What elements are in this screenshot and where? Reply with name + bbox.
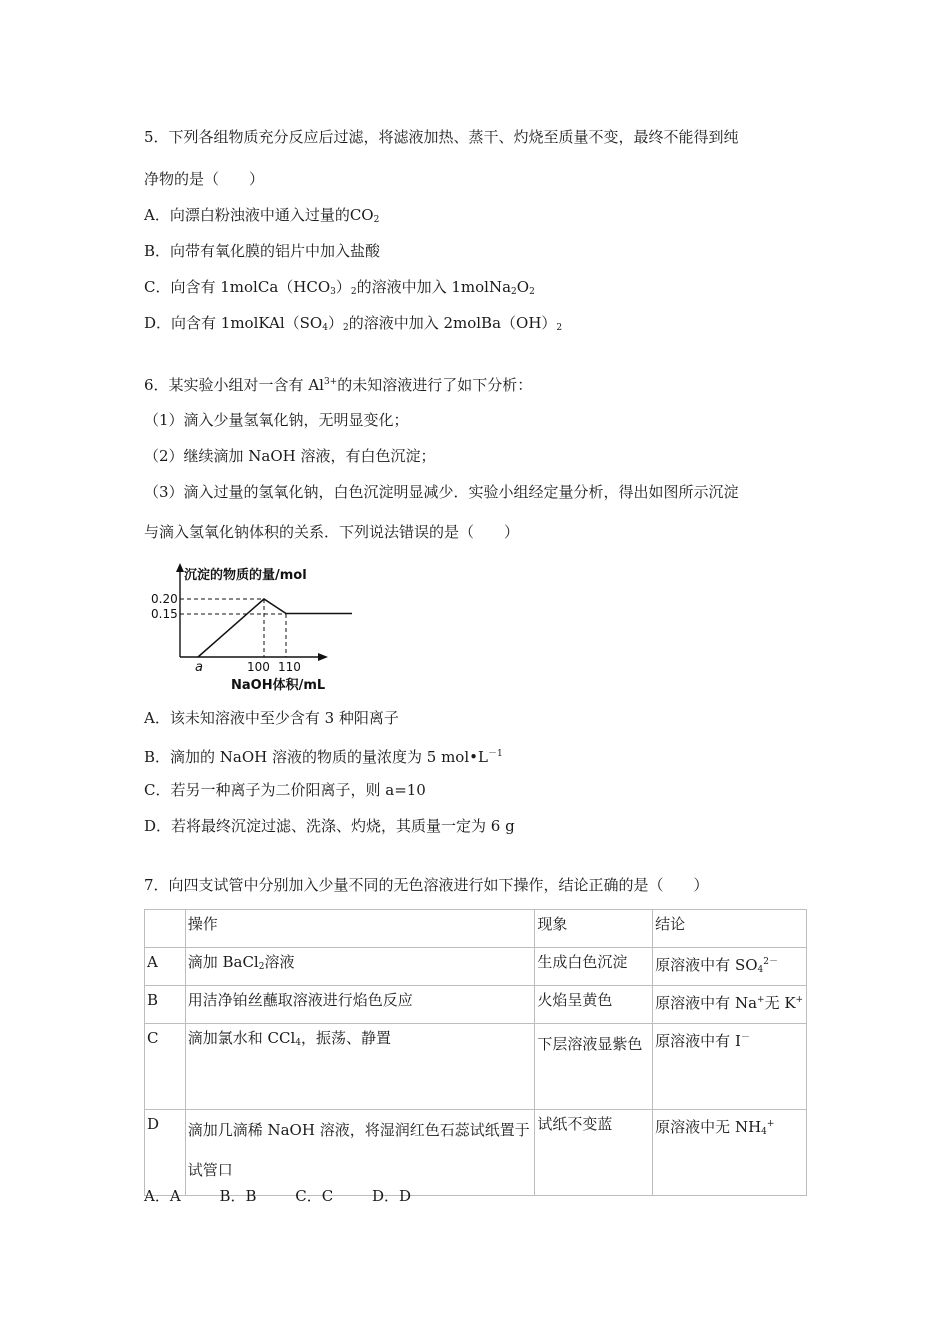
answer-option-a: A．A [144,1187,181,1205]
text: 的溶液中加入 1molNa [356,278,512,296]
subscript: 4 [295,1038,301,1048]
q5-option-b: B．向带有氧化膜的铝片中加入盐酸 [144,242,381,260]
subscript: 2 [342,323,349,333]
q5-option-d [144,313,562,338]
q6-option-c: C．若另一种离子为二价阳离子，则 a=10 [144,781,426,799]
text: 滴加 BaCl [187,953,259,971]
text: 溶液 [264,953,295,971]
row-label: C [145,1024,186,1110]
answer-option-b: B．B [219,1187,257,1205]
text: ） [335,278,351,296]
x-tick-label-110: 110 [278,660,301,674]
text: D．向含有 1molKAl（SO [144,314,323,332]
text: ，振荡、静置 [300,1029,391,1047]
row-operation [185,1024,535,1110]
text: 的未知溶液进行了如下分析： [337,376,533,394]
text: 原溶液中无 NH [655,1118,762,1136]
subscript: 2 [511,287,517,297]
row-label: D [145,1110,186,1196]
y-axis-arrow [176,563,184,572]
answer-option-d: D．D [372,1187,412,1205]
row-conclusion [653,986,807,1024]
text: 无 K [764,994,796,1012]
row-phenomenon: 试纸不变蓝 [535,1110,653,1196]
x-axis-label: NaOH体积/mL [231,678,326,693]
text: C．向含有 1molCa（HCO [144,278,331,296]
x-tick-label-100: 100 [247,660,270,674]
text: 6．某实验小组对一含有 Al [144,376,324,394]
row-conclusion [653,1110,807,1196]
row-operation: 用洁净铂丝蘸取溶液进行焰色反应 [185,986,535,1024]
superscript: － [740,1033,750,1043]
row-conclusion [653,948,807,986]
y-axis-label: 沉淀的物质的量/mol [184,568,307,583]
text: 滴加氯水和 CCl [187,1029,296,1047]
table-row [145,1024,807,1110]
subscript: 2 [258,962,265,972]
precipitate-series-line [198,599,352,657]
y-tick-label-020: 0.20 [151,592,178,606]
subscript: 2 [556,323,563,333]
subscript: 2 [350,287,357,297]
q5-stem-line2: 净物的是（ ） [144,170,265,188]
q6-step-3: （3）滴入过量的氢氧化钠，白色沉淀明显减少．实验小组经定量分析，得出如图所示沉淀 [144,483,739,501]
q5-option-a-text: A．向漂白粉浊液中通入过量的CO [144,206,374,224]
q5-stem-line1: 5．下列各组物质充分反应后过滤，将滤液加热、蒸干、灼烧至质量不变，最终不能得到纯 [144,128,739,146]
header-cell-blank [145,910,186,948]
row-operation [185,948,535,986]
q5-option-a [144,205,379,230]
table-row [145,1110,807,1196]
header-cell-phenomenon: 现象 [535,910,653,948]
subscript: 2 [373,215,380,225]
q6-option-b [144,744,503,767]
row-conclusion [653,1024,807,1110]
y-tick-label-015: 0.15 [151,607,178,621]
text: 原溶液中有 Na [655,994,758,1012]
q6-step-4: 与滴入氢氧化钠体积的关系．下列说法错误的是（ ） [144,523,520,541]
superscript: 2－ [763,957,778,967]
q6-option-a: A．该未知溶液中至少含有 3 种阳离子 [144,709,399,727]
x-axis-arrow [318,653,328,661]
q5-option-c [144,277,535,302]
superscript: 3+ [323,377,338,387]
q7-stem: 7．向四支试管中分别加入少量不同的无色溶液进行如下操作，结论正确的是（ ） [144,876,709,894]
text: B．滴加的 NaOH 溶液的物质的量浓度为 5 mol•L [144,748,488,766]
superscript: + [795,995,804,1005]
q6-stem-line1 [144,372,532,395]
row-operation: 滴加几滴稀 NaOH 溶液，将湿润红色石蕊试纸置于试管口 [185,1110,535,1196]
subscript: 4 [761,1127,767,1137]
q6-option-d: D．若将最终沉淀过滤、洗涤、灼烧，其质量一定为 6 g [144,817,515,835]
subscript: 2 [529,287,535,297]
subscript: 3 [330,287,336,297]
row-phenomenon: 火焰呈黄色 [535,986,653,1024]
text: ） [327,314,343,332]
table-header-row [145,910,807,948]
q7-operations-table [144,909,807,1196]
subscript: 4 [757,965,764,975]
q6-step-1: （1）滴入少量氢氧化钠，无明显变化； [144,411,409,429]
text: 原溶液中有 I [655,1032,741,1050]
row-phenomenon: 下层溶液显紫色 [535,1024,653,1110]
table-row [145,948,807,986]
superscript: + [757,995,765,1005]
text: 的溶液中加入 2molBa（OH） [348,314,557,332]
answer-option-c: C．C [295,1187,334,1205]
text: O [516,278,530,296]
subscript: 4 [322,323,328,333]
row-phenomenon: 生成白色沉淀 [535,948,653,986]
x-tick-label-a: a [195,660,203,675]
precipitate-chart [150,562,360,697]
header-cell-operation: 操作 [185,910,535,948]
text: 原溶液中有 SO [655,956,758,974]
q6-step-2: （2）继续滴加 NaOH 溶液，有白色沉淀； [144,447,436,465]
table-row [145,986,807,1024]
q7-answer-options [144,1185,445,1206]
row-label: B [145,986,186,1024]
header-cell-conclusion: 结论 [653,910,807,948]
superscript: －1 [487,749,503,759]
row-label: A [145,948,186,986]
superscript: + [766,1119,775,1129]
